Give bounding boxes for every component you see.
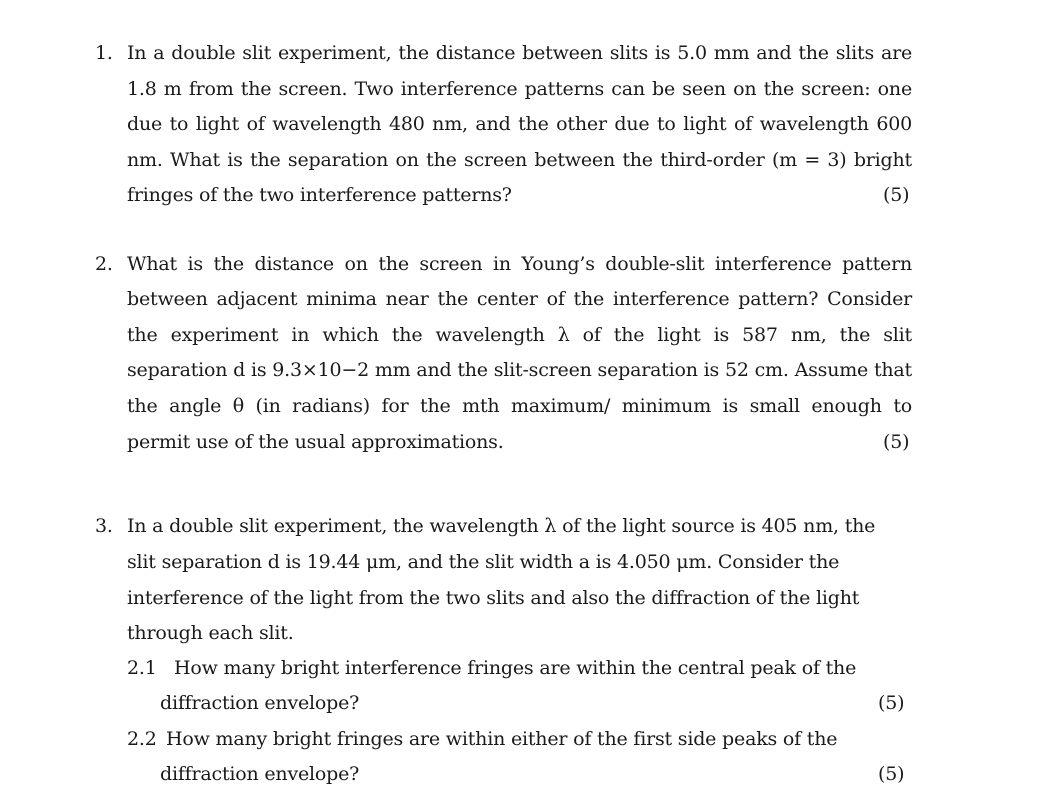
question-text-line: the experiment in which the wavelength λ of the light is 587 nm, the slit — [127, 324, 912, 346]
question-text-line: through each slit. — [127, 622, 294, 644]
subquestion-text-line: How many bright interference fringes are within the central peak of the — [174, 657, 857, 679]
marks-label: (5) — [883, 184, 910, 206]
subquestion-number: 2.1 — [127, 657, 157, 679]
question-text-line: fringes of the two interference patterns? — [127, 184, 512, 206]
question-text-line: separation d is 9.3×10−2 mm and the slit-screen separation is 52 cm. Assume that — [127, 359, 912, 381]
question-text-line: permit use of the usual approximations. — [127, 431, 504, 453]
question-number: 1. — [95, 42, 113, 64]
question-text-line: due to light of wavelength 480 nm, and the other due to light of wavelength 600 — [127, 113, 912, 135]
question-text-line: the angle θ (in radians) for the mth maximum/ minimum is small enough to — [127, 395, 912, 417]
question-text-line: In a double slit experiment, the distance between slits is 5.0 mm and the slits are — [127, 42, 912, 64]
question-text-line: What is the distance on the screen in Young’s double-slit interference pattern — [127, 253, 912, 275]
question-text-line: In a double slit experiment, the wavelength λ of the light source is 405 nm, the — [127, 515, 876, 537]
question-text-line: interference of the light from the two slits and also the diffraction of the light — [127, 587, 860, 609]
question-number: 3. — [95, 515, 113, 537]
question-text-line: nm. What is the separation on the screen between the third-order (m = 3) bright — [127, 149, 912, 171]
question-text-line: slit separation d is 19.44 μm, and the slit width a is 4.050 μm. Consider the — [127, 551, 840, 573]
question-text-line: between adjacent minima near the center of the interference pattern? Consider — [127, 288, 912, 310]
marks-label: (5) — [878, 692, 905, 714]
question-number: 2. — [95, 253, 113, 275]
subquestion-text-line: How many bright fringes are within either of the first side peaks of the — [166, 728, 838, 750]
question-text-line: 1.8 m from the screen. Two interference patterns can be seen on the screen: one — [127, 78, 912, 100]
marks-label: (5) — [878, 763, 905, 785]
subquestion-text-line: diffraction envelope? — [160, 763, 360, 785]
subquestion-number: 2.2 — [127, 728, 157, 750]
subquestion-text-line: diffraction envelope? — [160, 692, 360, 714]
marks-label: (5) — [883, 431, 910, 453]
